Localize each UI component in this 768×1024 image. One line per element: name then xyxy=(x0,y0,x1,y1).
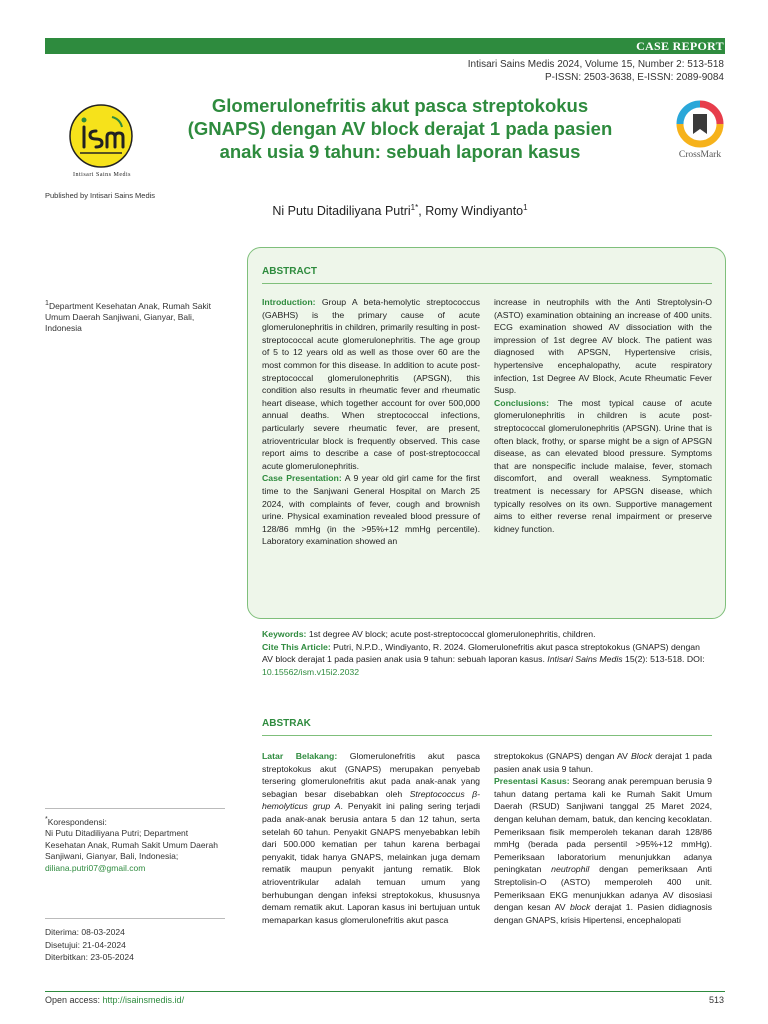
cite-tail: 15(2): 513-518. DOI: xyxy=(622,654,705,665)
crossmark-icon[interactable] xyxy=(676,100,724,148)
affiliation-text: Department Kesehatan Anak, Rumah Sakit Umum Daerah Sanjiwani, Gianyar, Bali, Indonesia xyxy=(45,300,212,333)
open-access-note xyxy=(45,995,184,1005)
case-text-a: A 9 year old girl came for the first time to the Sanjwani General Hospital on March 25 2024, with complaints of fever, cough and brownish urine. Physical examination revealed blood pressure of 128/86 mmHg (in the >95%+12 mmHg percentile). Laboratory examination showed an xyxy=(262,473,480,547)
latar-belakang-text-1: Glomerulonefritis akut pasca streptokokus akut (GNAPS) merupakan penyebab tersering glomerulonefritis akut pada anak-anak yang sebagian besar disebabkan oleh xyxy=(262,751,480,799)
affiliation-sup: 1 xyxy=(45,299,49,307)
date-accepted: Disetujui: 21-04-2024 xyxy=(45,939,126,950)
cite-journal: Intisari Sains Medis xyxy=(547,654,623,665)
article-title xyxy=(180,94,620,163)
crossmark-label: CrossMark xyxy=(678,150,722,160)
abstrak-right-italic-1: Block xyxy=(630,751,653,761)
intro-text: Group A beta-hemolytic streptococcus (GABHS) is the primary cause of acute glomerulonephritis in children, primarily resulting in post-streptococcal acute glomerulonephritis. The age group of 5 to 12 years old as well as those over 60 are the most common for this disease. In addition to acute post-streptococcal glomerulonephritis (APSGN), this condition also results in rheumatic fever and rheumatic heart disease, which together account for over 500,000 annual deaths. When streptococcal infections, particularly severe rheumatic fever, are present, atrioventricular block is frequently observed. This case report aims to describe a case of post-streptococcal acute glomerulonephritis. xyxy=(262,297,480,471)
cite-label: Cite This Article: xyxy=(262,641,331,652)
title-line-1: Glomerulonefritis akut pasca streptokokus xyxy=(211,95,589,116)
correspondence xyxy=(45,814,225,874)
journal-logo xyxy=(68,103,134,169)
conclusions-text: The most typical cause of acute glomerulonephritis in children is acute post-streptococcal glomerulonephritis (APSGN). Urine that is often black, frothy, or sparse might be a sign of APSGN disease, as can elevated blood pressure. Symptoms that are nonspecific include malaise, fever, stomach discomfort, and overall weakness. Symptomatic treatment is necessary for APSGN disease, which typically resolves on its own. Supportive management aims to either reverse renal impairment or preserve kidney function. xyxy=(494,397,712,534)
presentasi-kasus-text-2: dengan pemeriksaan Anti Streptolisin-O (ASTO) memperoleh 400 unit. Pemeriksaan EKG menunjukkan adanya AV disosiasi dengan kesan AV xyxy=(494,864,712,913)
presentasi-kasus-label: Presentasi Kasus: xyxy=(494,776,570,787)
correspondence-divider xyxy=(45,808,225,809)
author-list xyxy=(180,203,620,218)
latar-belakang-italic: Streptococcus β-hemolyticus grup A xyxy=(262,788,480,812)
author-2: Romy Windiyanto xyxy=(425,204,524,219)
title-line-3: anak usia 9 tahun: sebuah laporan kasus xyxy=(219,141,581,162)
abstrak-right-text-2: derajat 1 pada pasien anak usia 9 tahun. xyxy=(494,751,713,774)
abstract-rule xyxy=(262,283,712,284)
author-1-affil: 1* xyxy=(410,203,419,212)
author-2-affil: 1 xyxy=(523,203,528,212)
open-access-label: Open access: xyxy=(45,995,103,1005)
keywords-block xyxy=(262,628,712,678)
abstract-right-column xyxy=(494,296,712,535)
latar-belakang-text-2: . Penyakit ini paling sering terjadi pada anak-anak berusia antara 5 dan 12 tahun, serta setelah 60 tahun. Penyakit GNAPS menyebabkan lebih dari 500.000 kematian per tahun karena berbagai penyakit, tidak hanya GNAPS, melainkan juga demam rematik maupun penyakit jantung rematik. Blok atrioventrikular adalah temuan umum yang berhubungan dengan infeksi streptokokus, khususnya demam rematik akut. Laporan kasus ini bertujuan untuk memaparkan kasus glomerulonefritis akut pasca xyxy=(262,801,480,925)
presentasi-kasus-text-3: derajat 1. Pasien didiagnosis dengan GNAPS, krisis Hipertensi, encephalopati xyxy=(494,902,712,925)
abstrak-right-column xyxy=(494,750,712,926)
conclusions-label: Conclusions: xyxy=(494,397,550,408)
correspondence-text: Ni Putu Ditadiliyana Putri; Department Kesehatan Anak, Rumah Sakit Umum Daerah Sanjiwani, Gianyar, Bali, Indonesia; xyxy=(45,828,218,862)
date-received: Diterima: 08-03-2024 xyxy=(45,927,125,937)
intro-label: Introduction: xyxy=(262,297,316,307)
journal-url-link[interactable]: http://isainsmedis.id/ xyxy=(102,995,185,1005)
presentasi-kasus-italic-2: block xyxy=(570,902,591,913)
case-text-b: increase in neutrophils with the Anti Streptolysin-O (ASTO) examination obtaining an increase of 400 units. ECG examination showed AV dissociation with the impression of 1st degree AV block. The patient was diagnosed with APSGN, Hypertensive crisis, hypertensive encephalopathy, acute respiratory infection, 1st Degree AV Block, Acute Rheumatic Fever Susp. xyxy=(494,297,712,396)
doi-link[interactable]: 10.15562/ism.v15i2.2032 xyxy=(262,666,360,677)
issn-line: P-ISSN: 2503-3638, E-ISSN: 2089-9084 xyxy=(545,72,724,83)
correspondence-label: Korespondensi: xyxy=(47,816,107,827)
keywords-text: 1st degree AV block; acute post-streptococcal glomerulonephritis, children. xyxy=(306,629,596,639)
abstract-left-column xyxy=(262,296,480,548)
latar-belakang-label: Latar Belakang: xyxy=(262,751,338,761)
page-number: 513 xyxy=(708,995,724,1005)
article-type-label: CASE REPORT xyxy=(636,39,724,53)
footer-rule xyxy=(45,991,725,992)
cite-text: Putri, N.P.D., Windiyanto, R. 2024. Glomerulonefritis akut pasca streptokokus (GNAPS) dengan AV block derajat 1 pada pasien anak usia 9 tahun: sebuah laporan kasus. xyxy=(262,641,700,665)
case-label: Case Presentation: xyxy=(262,473,342,484)
presentasi-kasus-text-1: Seorang anak perempuan berusia 9 tahun datang pertama kali ke Rumah Sakit Umum Daerah (RSUD) Sanjiwani tanggal 25 Maret 2024, dengan keluhan demam, batuk, dan kencing kecoklatan. Pemeriksaan fisik memperoleh tekanan darah 128/86 mmHg (berada pada persentil >95%+12 mmHg). Pemeriksaan laboratorium menunjukkan adanya peningkatan xyxy=(494,776,712,875)
header-bar xyxy=(45,38,725,54)
keywords-label: Keywords: xyxy=(262,629,307,639)
author-1: Ni Putu Ditadiliyana Putri xyxy=(272,204,411,219)
abstrak-left-column xyxy=(262,750,480,926)
published-by: Published by Intisari Sains Medis xyxy=(45,191,156,200)
correspondence-sup: * xyxy=(45,815,48,823)
date-published: Diterbitkan: 23-05-2024 xyxy=(45,952,134,962)
dates-divider xyxy=(45,918,225,919)
presentasi-kasus-italic: neutrophil xyxy=(551,864,590,875)
abstrak-right-text-1: streptokokus (GNAPS) dengan AV xyxy=(494,751,631,761)
title-line-2: (GNAPS) dengan AV block derajat 1 pada pasien xyxy=(187,118,613,139)
journal-line: Intisari Sains Medis 2024, Volume 15, Number 2: 513-518 xyxy=(467,59,724,70)
abstract-heading: ABSTRACT xyxy=(262,266,317,277)
affiliation xyxy=(45,298,225,334)
correspondence-email-link[interactable]: diliana.putri07@gmail.com xyxy=(45,862,146,873)
author-separator: , xyxy=(418,204,426,219)
article-dates xyxy=(45,926,225,964)
journal-info xyxy=(468,58,724,84)
logo-caption: Intisari Sains Medis xyxy=(73,172,131,178)
abstrak-rule xyxy=(262,735,712,736)
abstrak-heading: ABSTRAK xyxy=(262,718,311,729)
